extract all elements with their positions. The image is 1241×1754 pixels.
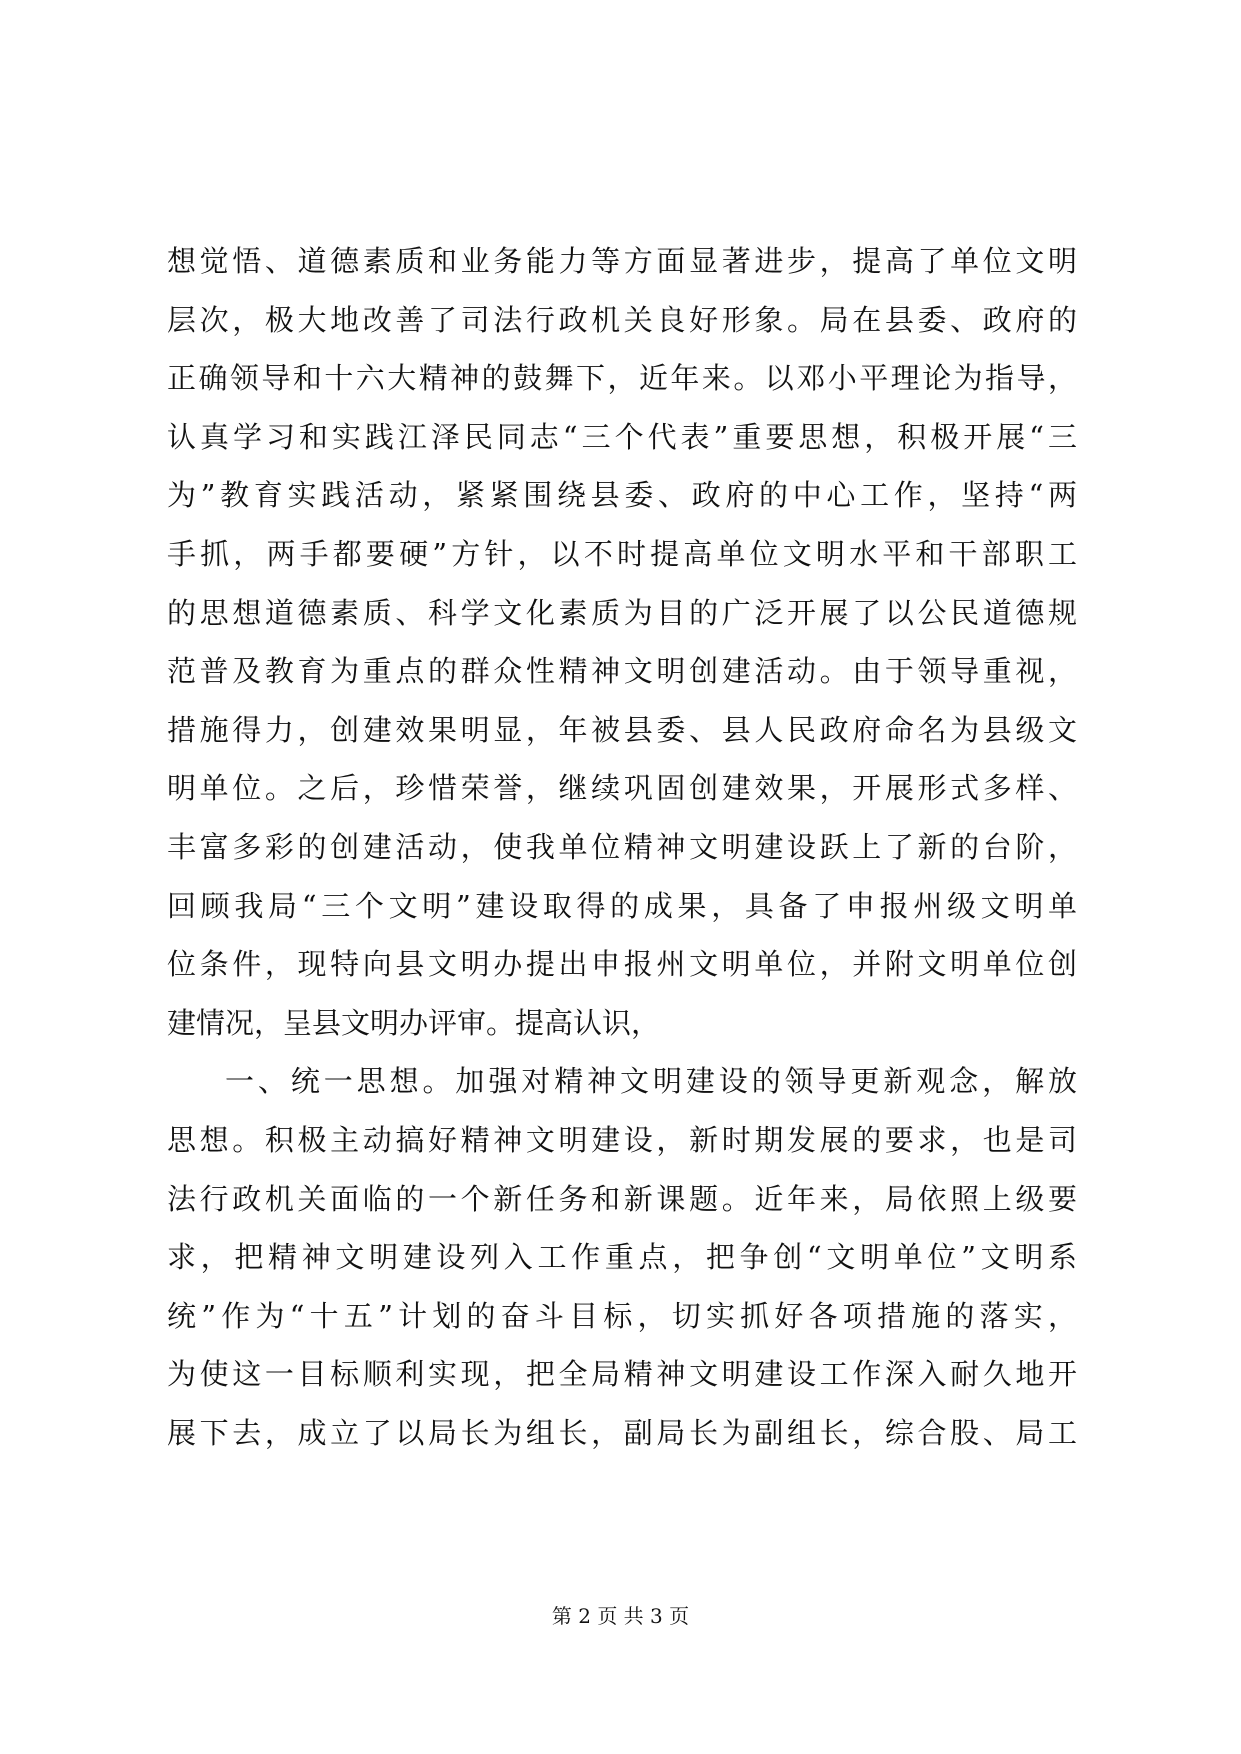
text-line: 位条件，现特向县文明办提出申报州文明单位，并附文明单位创 — [167, 947, 1077, 982]
text-line: 明单位。之后，珍惜荣誉，继续巩固创建效果，开展形式多样、 — [167, 771, 1077, 806]
text-line: 展下去，成立了以局长为组长，副局长为副组长，综合股、局工 — [167, 1415, 1077, 1450]
text-line: 丰富多彩的创建活动，使我单位精神文明建设跃上了新的台阶， — [167, 829, 1077, 864]
text-line: 回顾我局“三个文明”建设取得的成果，具备了申报州级文明单 — [167, 888, 1077, 923]
text-line: 为”教育实践活动，紧紧围绕县委、政府的中心工作，坚持“两 — [167, 478, 1077, 513]
page-number-footer: 第 2 页 共 3 页 — [551, 1604, 690, 1628]
body-text — [167, 232, 1077, 1462]
paragraph-2 — [167, 1052, 1077, 1462]
text-line: 层次，极大地改善了司法行政机关良好形象。局在县委、政府的 — [167, 302, 1077, 337]
text-line: 想觉悟、道德素质和业务能力等方面显著进步，提高了单位文明 — [167, 244, 1077, 278]
text-line: 统”作为“十五”计划的奋斗目标，切实抓好各项措施的落实， — [167, 1298, 1077, 1333]
text-line: 措施得力，创建效果明显，年被县委、县人民政府命名为县级文 — [167, 712, 1077, 747]
text-line: 求，把精神文明建设列入工作重点，把争创“文明单位”文明系 — [167, 1240, 1077, 1275]
text-line: 建情况，呈县文明办评审。提高认识， — [167, 1005, 661, 1040]
text-line: 为使这一目标顺利实现，把全局精神文明建设工作深入耐久地开 — [167, 1357, 1077, 1392]
text-line: 认真学习和实践江泽民同志“三个代表”重要思想，积极开展“三 — [167, 419, 1077, 454]
text-line: 思想。积极主动搞好精神文明建设，新时期发展的要求，也是司 — [167, 1122, 1077, 1157]
text-line: 范普及教育为重点的群众性精神文明创建活动。由于领导重视， — [167, 654, 1077, 689]
text-line: 一、统一思想。加强对精神文明建设的领导更新观念，解放 — [225, 1064, 1077, 1099]
paragraph-1 — [167, 232, 1077, 1052]
text-line: 法行政机关面临的一个新任务和新课题。近年来，局依照上级要 — [167, 1181, 1077, 1216]
text-line: 正确领导和十六大精神的鼓舞下，近年来。以邓小平理论为指导， — [167, 361, 1077, 396]
text-line: 的思想道德素质、科学文化素质为目的广泛开展了以公民道德规 — [167, 595, 1077, 630]
text-line: 手抓，两手都要硬”方针，以不时提高单位文明水平和干部职工 — [167, 536, 1077, 571]
